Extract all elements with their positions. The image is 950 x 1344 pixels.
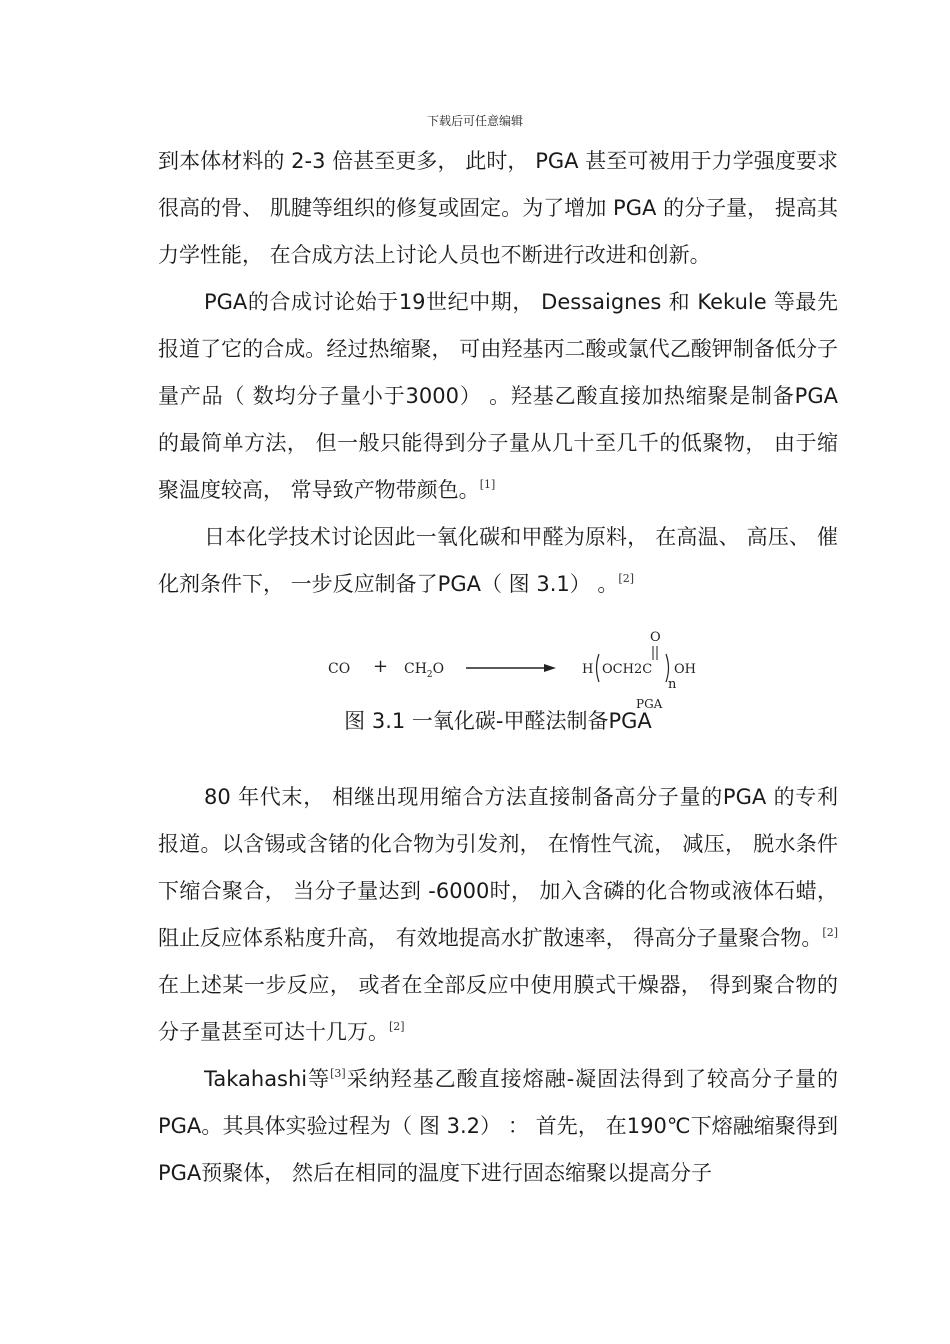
left-bracket [597, 654, 600, 682]
product-oh: OH [674, 662, 696, 677]
paragraph-4-text-a: 80 年代末， 相继出现用缩合方法直接制备高分子量的PGA 的专利报道。以含锡或含锗的化合物为引发剂， 在惰性气流， 减压， 脱水条件下缩合聚合， 当分子量达到 -6000时， 加入含磷的化合物或液体石蜡， 阻止反应体系粘度升高， 有效地提高水扩散速率， 得高分子量聚合物。 [158, 785, 838, 950]
page-header: 下载后可任意编辑 [426, 114, 523, 128]
paragraph-3-text: 日本化学技术讨论因此一氧化碳和甲醛为原料， 在高温、 高压、 催化剂条件下， 一步反应制备了PGA（ 图 3.1） 。 [158, 525, 838, 596]
product-h: H [582, 662, 594, 677]
arrow-head [544, 664, 556, 672]
product-label: PGA [636, 697, 663, 708]
paragraph-5-text-a: Takahashi等 [204, 1067, 331, 1091]
repeat-n: n [668, 677, 677, 692]
carbonyl-oxygen: O [650, 630, 661, 645]
figure-caption: 图 3.1 一氧化碳-甲醛法制备PGA [344, 709, 652, 733]
paragraph-4-text-b: 在上述某一步反应， 或者在全部反应中使用膜式干燥器， 得到聚合物的分子量甚至可达十几万。 [158, 973, 838, 1044]
reaction-scheme [158, 608, 838, 708]
citation-3[interactable]: [2] [822, 926, 838, 939]
citation-5[interactable]: [3] [330, 1067, 346, 1080]
citation-1[interactable]: [1] [479, 478, 496, 491]
paragraph-4 [158, 774, 838, 1056]
paragraph-1: 到本体材料的 2-3 倍甚至更多， 此时， PGA 甚至可被用于力学强度要求很高的骨、 肌腱等组织的修复或固定。为了增加 PGA 的分子量， 提高其力学性能， 在合成方法上讨论人员也不断进行改进和创新。 [158, 149, 838, 267]
document-body [158, 138, 838, 1197]
reactant-co: CO [328, 661, 351, 677]
paragraph-3 [158, 514, 838, 608]
paragraph-2-text: PGA的合成讨论始于19世纪中期， Dessaignes 和 Kekule 等最先报道了它的合成。经过热缩聚， 可由羟基丙二酸或氯代乙酸钾制备低分子量产品（ 数均分子量小于3000） 。羟基乙酸直接加热缩聚是制备PGA 的最简单方法， 但一般只能得到分子量从几十至几千的低聚物， 由于缩聚温度较高， 常导致产物带颜色。 [158, 290, 838, 502]
product-unit: OCH2C [602, 662, 653, 677]
citation-2[interactable]: [2] [618, 572, 634, 585]
paragraph-5-text-b: 采纳羟基乙酸直接熔融-凝固法得到了较高分子量的PGA。其具体实验过程为（ 图 3.2） ： 首先， 在190℃下熔融缩聚得到PGA预聚体， 然后在相同的温度下进行固态缩聚以提高分子 [158, 1067, 838, 1185]
reactant-ch2o: $CH_2O$ [404, 661, 445, 680]
plus-sign: + [373, 656, 389, 677]
figure-3-1 [158, 608, 838, 758]
paragraph-2 [158, 279, 838, 514]
paragraph-5 [158, 1056, 838, 1197]
citation-4[interactable]: [2] [389, 1020, 405, 1033]
